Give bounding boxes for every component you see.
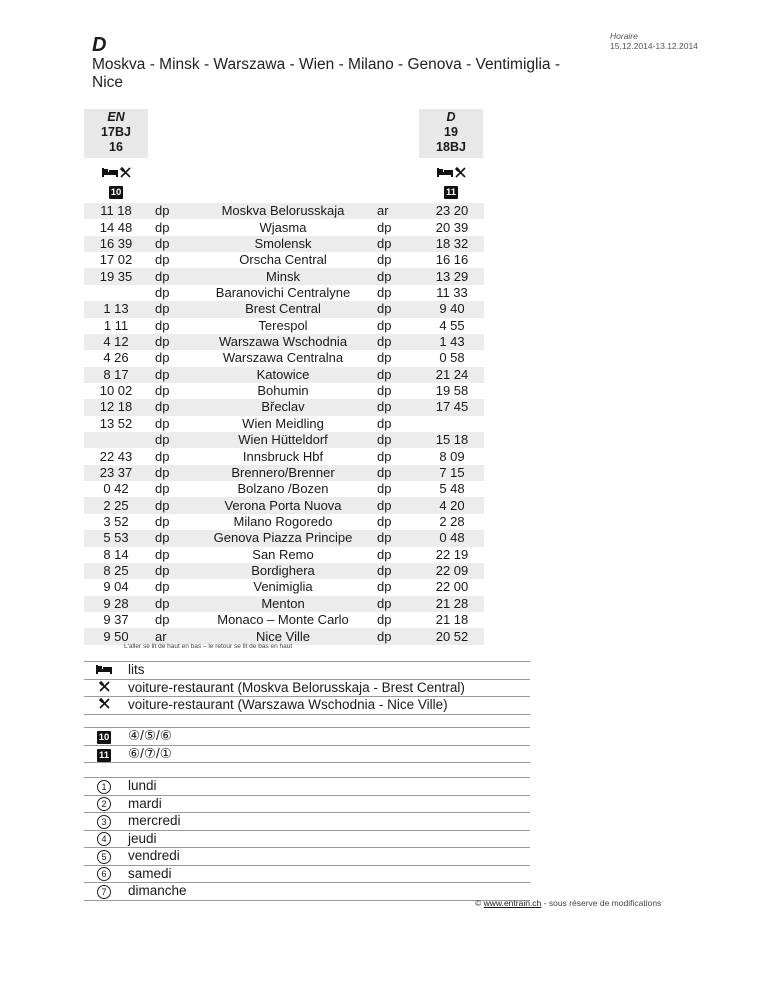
table-row — [84, 399, 484, 415]
table-row — [84, 563, 484, 579]
time-left: 8 25 — [84, 563, 148, 579]
time-right: 2 28 — [439, 514, 465, 529]
time-left: 10 02 — [99, 383, 133, 399]
time-left: 0 42 — [103, 481, 129, 497]
reading-note: L'aller se lit de haut en bas – le retour se lit de bas en haut — [124, 643, 293, 650]
station-name: San Remo — [252, 546, 314, 562]
time-left — [84, 285, 148, 301]
arr-dep-right: dp — [377, 448, 392, 464]
day-number-cell — [84, 865, 124, 883]
badge-cell — [84, 745, 124, 763]
table-row — [84, 596, 484, 612]
station-name: Monaco – Monte Carlo — [217, 612, 349, 628]
arr-dep-left: dp — [155, 514, 170, 529]
time-right: 23 20 — [420, 203, 484, 219]
days-badge: 11 — [445, 187, 457, 198]
legend-row — [84, 795, 530, 813]
station-name: Baranovichi Centralyne — [215, 284, 351, 300]
time-right: 16 16 — [435, 252, 469, 268]
station-name: Smolensk — [196, 236, 370, 252]
time-left: 16 39 — [84, 236, 148, 252]
train-services-left — [84, 165, 148, 197]
legend-text: samedi — [124, 865, 530, 883]
station-name: Brennero/Brenner — [196, 465, 370, 481]
day-number: 1 — [97, 780, 111, 794]
time-left: 4 12 — [84, 334, 148, 350]
time-left: 9 50 — [84, 628, 148, 644]
station-name: Warszawa Centralna — [222, 350, 344, 366]
bed-icon — [102, 167, 118, 177]
table-row — [84, 367, 484, 383]
day-number: 3 — [97, 815, 111, 829]
restaurant-icon — [84, 697, 124, 715]
station-name: Verona Porta Nuova — [196, 497, 370, 513]
arr-dep-left: dp — [155, 579, 170, 595]
arr-dep-left: dp — [148, 399, 196, 415]
table-row — [84, 334, 484, 350]
time-left: 19 35 — [84, 268, 148, 284]
arr-dep-left: dp — [148, 203, 196, 219]
legend-row — [84, 728, 530, 746]
legend-row — [84, 662, 530, 680]
arr-dep-right: dp — [377, 415, 392, 431]
footer-suffix: - sous réserve de modifications — [543, 898, 662, 908]
legend-text: vendredi — [124, 848, 530, 866]
legend-row — [84, 830, 530, 848]
station-name: Břeclav — [196, 399, 370, 415]
time-left: 3 52 — [103, 514, 129, 529]
days-badge: 10 — [110, 187, 122, 198]
restaurant-icon — [120, 167, 131, 178]
arr-dep-left: dp — [155, 481, 170, 497]
station-name: Bolzano /Bozen — [237, 481, 329, 497]
train-number: 17BJ — [101, 125, 131, 139]
arr-dep-left: dp — [155, 612, 170, 628]
table-row — [84, 318, 484, 334]
day-number-cell — [84, 830, 124, 848]
table-row — [84, 432, 484, 448]
arr-dep-left: dp — [148, 563, 196, 579]
arr-dep-left: dp — [155, 317, 170, 333]
time-right: 4 55 — [439, 317, 465, 333]
arr-dep-left: dp — [148, 530, 196, 546]
time-left: 5 53 — [84, 530, 148, 546]
badge-cell — [84, 728, 124, 746]
arr-dep-left: dp — [148, 236, 196, 252]
table-row — [84, 203, 484, 219]
train-header-right — [419, 109, 483, 158]
arr-dep-right: dp — [377, 284, 392, 300]
time-left: 13 52 — [99, 415, 133, 431]
time-right — [420, 416, 484, 432]
train-category: EN — [107, 110, 125, 124]
days-badge: 10 — [98, 732, 110, 744]
time-right: 21 18 — [435, 612, 469, 628]
legend-text: jeudi — [124, 830, 530, 848]
train-number: 18BJ — [436, 140, 466, 154]
arr-dep-right: dp — [370, 628, 420, 644]
legend-row — [84, 848, 530, 866]
station-name: Menton — [196, 596, 370, 612]
arr-dep-right: dp — [370, 268, 420, 284]
station-name: Bohumin — [257, 383, 309, 399]
time-right: 15 18 — [420, 432, 484, 448]
time-right: 0 48 — [420, 530, 484, 546]
page-letter: D — [92, 34, 107, 56]
time-right: 7 15 — [420, 465, 484, 481]
station-name: Katowice — [196, 367, 370, 383]
table-row — [84, 465, 484, 481]
time-left: 1 11 — [103, 317, 129, 333]
arr-dep-left: dp — [148, 497, 196, 513]
time-right: 18 32 — [420, 236, 484, 252]
legend-badges — [84, 727, 530, 763]
station-name: Bordighera — [196, 563, 370, 579]
time-left: 11 18 — [84, 203, 148, 219]
legend-text: ④/⑤/⑥ — [124, 728, 530, 746]
time-right: 22 09 — [420, 563, 484, 579]
day-number: 6 — [97, 867, 111, 881]
arr-dep-right: dp — [370, 465, 420, 481]
station-name: Genova Piazza Principe — [196, 530, 370, 546]
time-left: 1 13 — [84, 301, 148, 317]
entrain-link[interactable]: www.entrain.ch — [483, 898, 542, 908]
arr-dep-left: dp — [148, 334, 196, 350]
arr-dep-right: dp — [370, 497, 420, 513]
arr-dep-left: dp — [155, 383, 170, 399]
time-right: 9 40 — [420, 301, 484, 317]
station-name: Wien Meidling — [242, 415, 324, 431]
table-row — [84, 497, 484, 513]
train-number: 16 — [109, 140, 123, 154]
legend-row — [84, 883, 530, 901]
footer-copyright — [475, 898, 661, 908]
arr-dep-right: dp — [377, 579, 392, 595]
train-number: 19 — [444, 125, 458, 139]
restaurant-icon — [84, 679, 124, 697]
days-badge: 11 — [98, 749, 110, 761]
time-right: 13 29 — [420, 268, 484, 284]
station-name: Innsbruck Hbf — [242, 448, 324, 464]
arr-dep-left: dp — [148, 432, 196, 448]
bed-icon — [84, 662, 124, 680]
time-left — [84, 432, 148, 448]
legend-text: lits — [124, 662, 530, 680]
arr-dep-left: ar — [148, 628, 196, 644]
table-row — [84, 481, 484, 497]
arr-dep-left: dp — [148, 268, 196, 284]
table-row — [84, 383, 484, 399]
arr-dep-right: dp — [377, 546, 392, 562]
arr-dep-left: dp — [155, 252, 170, 268]
arr-dep-right: dp — [370, 596, 420, 612]
validity-label: Horaire — [610, 31, 638, 41]
time-left: 14 48 — [99, 219, 133, 235]
arr-dep-left: dp — [155, 546, 170, 562]
station-name: Terespol — [258, 317, 308, 333]
arr-dep-right: dp — [370, 367, 420, 383]
arr-dep-right: ar — [370, 203, 420, 219]
table-row — [84, 252, 484, 268]
table-row — [84, 268, 484, 284]
legend-text: voiture-restaurant (Warszawa Wschodnia - Nice Ville) — [124, 697, 530, 715]
time-left: 8 14 — [103, 546, 129, 562]
table-row — [84, 530, 484, 546]
legend-row — [84, 745, 530, 763]
arr-dep-right: dp — [377, 481, 392, 497]
table-row — [84, 547, 484, 563]
arr-dep-right: dp — [377, 252, 392, 268]
legend-text: ⑥/⑦/① — [124, 745, 530, 763]
copyright-symbol: © — [475, 898, 482, 908]
table-row — [84, 350, 484, 366]
legend-text: mercredi — [124, 813, 530, 831]
legend-row — [84, 813, 530, 831]
timetable — [84, 203, 484, 645]
day-number-cell — [84, 848, 124, 866]
arr-dep-right: dp — [377, 514, 392, 529]
time-left: 22 43 — [99, 448, 133, 464]
time-right: 21 28 — [420, 596, 484, 612]
arr-dep-left: dp — [155, 350, 170, 366]
time-right: 1 43 — [420, 334, 484, 350]
validity-dates: 15.12.2014-13.12.2014 — [610, 41, 698, 51]
bed-icon — [437, 167, 453, 177]
arr-dep-right: dp — [377, 219, 392, 235]
station-name: Wjasma — [259, 219, 307, 235]
time-left: 9 28 — [84, 596, 148, 612]
time-right: 21 24 — [420, 367, 484, 383]
station-name: Venimiglia — [253, 579, 313, 595]
time-left: 9 04 — [103, 579, 129, 595]
time-right: 19 58 — [435, 383, 469, 399]
arr-dep-right: dp — [377, 383, 392, 399]
restaurant-icon — [455, 167, 466, 178]
table-row — [84, 301, 484, 317]
legend-text: voiture-restaurant (Moskva Belorusskaja - Brest Central) — [124, 679, 530, 697]
arr-dep-right: dp — [370, 399, 420, 415]
station-name: Brest Central — [196, 301, 370, 317]
station-name: Nice Ville — [196, 628, 370, 644]
legend-row — [84, 697, 530, 715]
day-number-cell — [84, 813, 124, 831]
train-category: D — [446, 110, 456, 124]
time-right: 20 39 — [435, 219, 469, 235]
arr-dep-left: dp — [155, 448, 170, 464]
day-number-cell — [84, 778, 124, 796]
legend-text: mardi — [124, 795, 530, 813]
day-number: 7 — [97, 885, 111, 899]
validity-info — [610, 31, 698, 51]
arr-dep-left: dp — [148, 596, 196, 612]
time-right: 17 45 — [420, 399, 484, 415]
time-left: 2 25 — [84, 497, 148, 513]
time-right: 5 48 — [439, 481, 465, 497]
time-left: 12 18 — [84, 399, 148, 415]
day-number: 5 — [97, 850, 111, 864]
legend-days — [84, 777, 530, 901]
table-row — [84, 219, 484, 235]
legend-row — [84, 778, 530, 796]
time-right: 11 33 — [436, 284, 468, 300]
day-number: 4 — [97, 832, 111, 846]
time-left: 17 02 — [99, 252, 133, 268]
station-name: Wien Hütteldorf — [196, 432, 370, 448]
time-right: 22 19 — [435, 546, 469, 562]
time-left: 23 37 — [84, 465, 148, 481]
legend-services — [84, 661, 530, 715]
time-left: 9 37 — [103, 612, 129, 628]
legend-row — [84, 679, 530, 697]
station-name: Minsk — [196, 268, 370, 284]
station-name: Moskva Belorusskaja — [196, 203, 370, 219]
arr-dep-left: dp — [148, 301, 196, 317]
arr-dep-left: dp — [155, 284, 170, 300]
arr-dep-right: dp — [370, 432, 420, 448]
arr-dep-right: dp — [370, 301, 420, 317]
train-services-right — [419, 165, 483, 197]
time-right: 0 58 — [439, 350, 465, 366]
train-header-left — [84, 109, 148, 158]
time-right: 4 20 — [420, 497, 484, 513]
day-number-cell — [84, 795, 124, 813]
day-number-cell — [84, 883, 124, 901]
arr-dep-right: dp — [377, 350, 392, 366]
arr-dep-right: dp — [370, 334, 420, 350]
arr-dep-right: dp — [377, 612, 392, 628]
time-left: 8 17 — [84, 367, 148, 383]
time-right: 22 00 — [435, 579, 469, 595]
time-right: 8 09 — [439, 448, 465, 464]
arr-dep-right: dp — [377, 317, 392, 333]
route-title: Moskva - Minsk - Warszawa - Wien - Milano - Genova - Ventimiglia - Nice — [92, 56, 560, 91]
station-name: Milano Rogoredo — [233, 514, 333, 529]
day-number: 2 — [97, 797, 111, 811]
table-row — [84, 416, 484, 432]
table-row — [84, 612, 484, 628]
station-name: Orscha Central — [239, 252, 327, 268]
table-row — [84, 448, 484, 464]
time-left: 4 26 — [103, 350, 129, 366]
legend-text: lundi — [124, 778, 530, 796]
arr-dep-left: dp — [155, 415, 170, 431]
arr-dep-right: dp — [370, 563, 420, 579]
arr-dep-left: dp — [148, 465, 196, 481]
table-row — [84, 236, 484, 252]
arr-dep-left: dp — [155, 219, 170, 235]
legend-row — [84, 865, 530, 883]
arr-dep-left: dp — [148, 367, 196, 383]
arr-dep-right: dp — [370, 530, 420, 546]
table-row — [84, 579, 484, 595]
time-right: 20 52 — [420, 628, 484, 644]
arr-dep-right: dp — [370, 236, 420, 252]
table-row — [84, 285, 484, 301]
station-name: Warszawa Wschodnia — [196, 334, 370, 350]
legend-text: dimanche — [124, 883, 530, 901]
table-row — [84, 514, 484, 530]
